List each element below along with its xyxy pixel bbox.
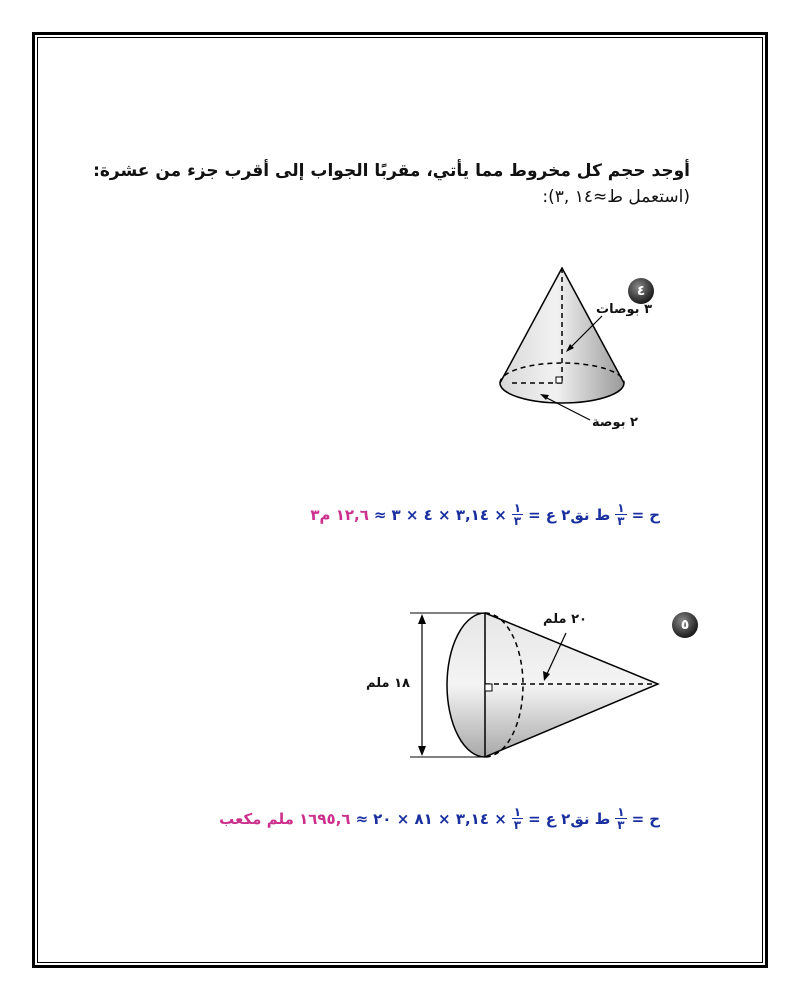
equals-sign: = (528, 505, 541, 524)
cone-5-right-angle-mark (485, 684, 492, 691)
fraction-denominator: ٣ (617, 514, 625, 528)
fraction-numerator: ١ (617, 805, 625, 819)
problem-4-formula (310, 502, 660, 527)
general-formula: ط نق٢ ع (545, 809, 611, 828)
fraction-denominator: ٣ (513, 514, 522, 528)
general-formula: ط نق٢ ع (545, 505, 611, 524)
substitution: × ٣,١٤ × ٤ × ٣ (391, 505, 507, 524)
one-third-fraction (615, 806, 626, 831)
one-third-fraction (615, 502, 626, 527)
equals-sign: = (631, 809, 645, 828)
instruction-line-1: أوجد حجم كل مخروط مما يأتي، مقربًا الجواب إلى أقرب جزء من عشرة: (93, 161, 690, 181)
cone-5-diameter-label: ١٨ ملم (366, 676, 410, 691)
approx-sign: ≈ (355, 809, 369, 828)
cone-4-height-label: ٣ بوصات (596, 302, 653, 317)
approx-sign: ≈ (373, 505, 387, 524)
problem-4-number-badge: ٤ (628, 278, 654, 304)
volume-symbol: ح (649, 809, 660, 828)
fraction-denominator: ٣ (513, 818, 522, 832)
fraction-numerator: ١ (513, 501, 522, 515)
cone-4-right-angle-mark (556, 377, 562, 383)
equals-sign: = (631, 505, 645, 524)
volume-symbol: ح (649, 505, 660, 524)
cone-5-dimension-arrow-top (418, 614, 426, 624)
instruction-line-2: (استعمل ط≈١٤ ,٣): (542, 187, 690, 207)
cone-5-dimension-arrow-bottom (418, 746, 426, 756)
cone-4-radius-label: ٢ بوصة (592, 415, 638, 430)
substitution: × ٣,١٤ × ٨١ × ٢٠ (373, 809, 507, 828)
fraction-numerator: ١ (617, 501, 625, 515)
equals-sign: = (528, 809, 541, 828)
answer: ١٢,٦ م٣ (310, 505, 369, 524)
problem-5-formula (219, 806, 660, 831)
problem-5-number-badge: ٥ (672, 612, 698, 638)
one-third-fraction (512, 502, 523, 527)
fraction-denominator: ٣ (617, 818, 625, 832)
fraction-numerator: ١ (513, 805, 522, 819)
cone-5-body (447, 613, 658, 757)
cone-5-slant-label: ٢٠ ملم (543, 612, 587, 627)
answer: ١٦٩٥,٦ ملم مكعب (219, 809, 351, 828)
one-third-fraction (512, 806, 523, 831)
